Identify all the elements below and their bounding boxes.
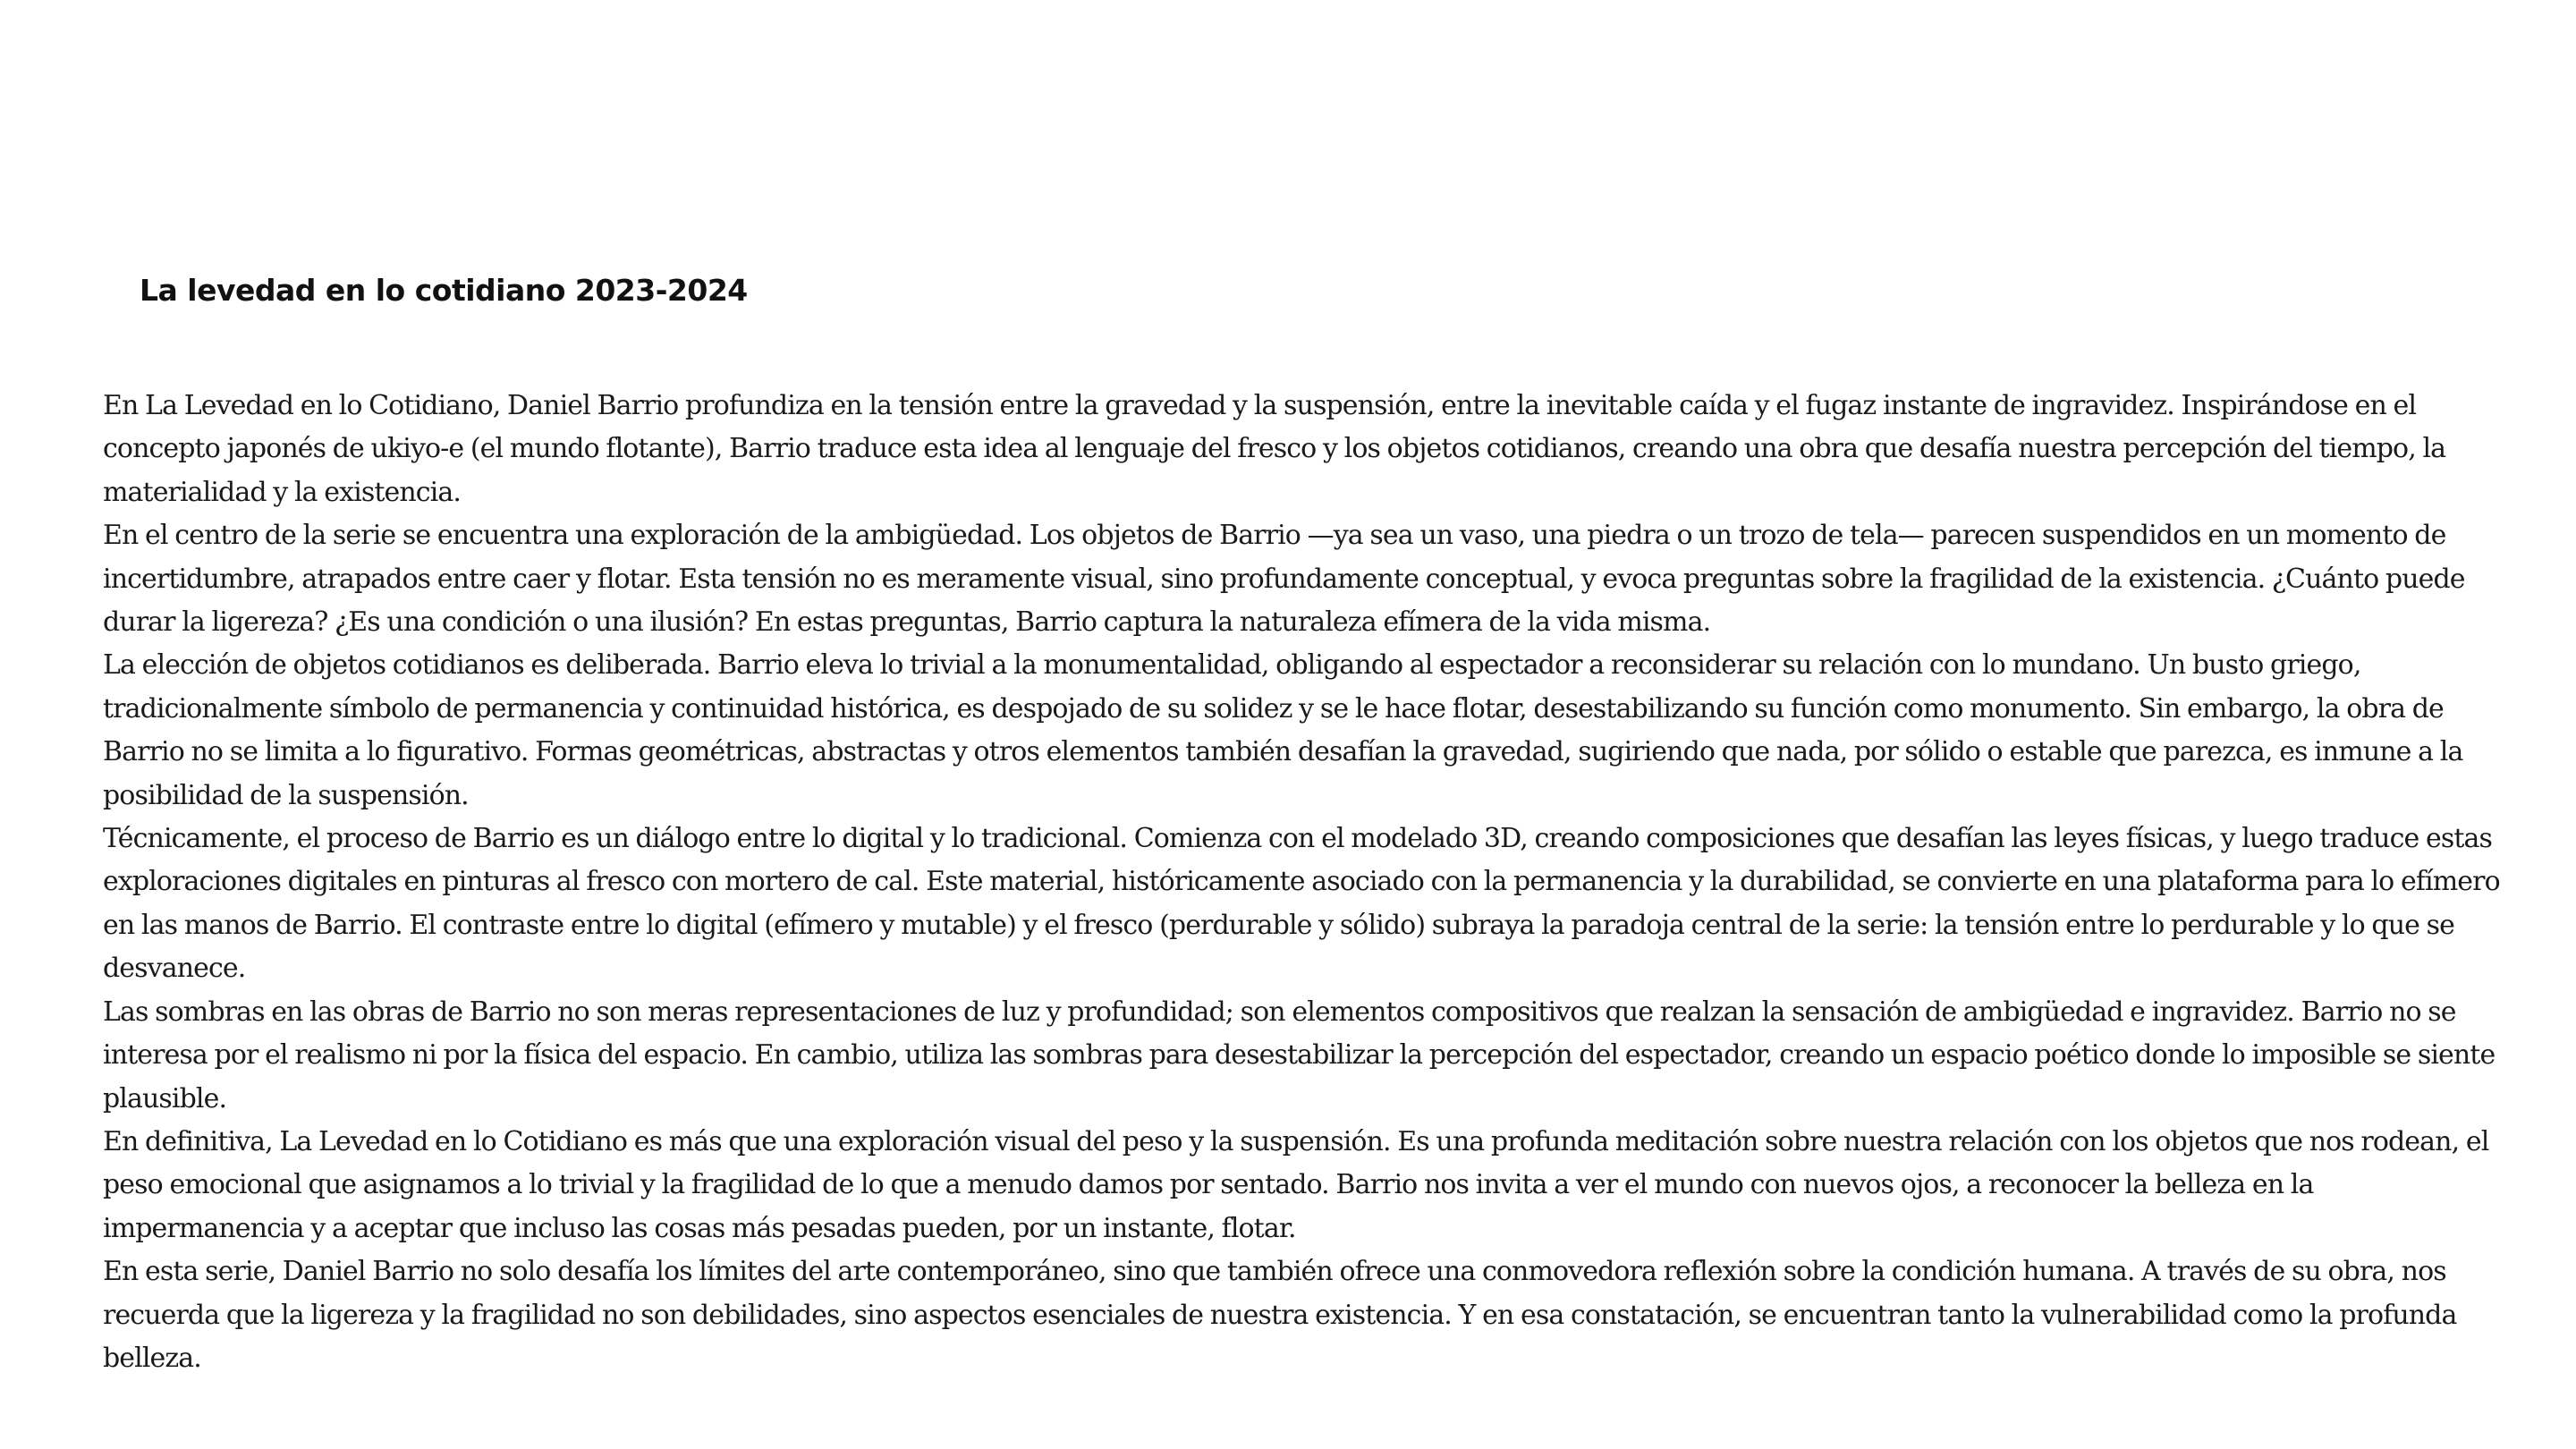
document-body: [103, 385, 2500, 1380]
paragraph-1: En La Levedad en lo Cotidiano, Daniel Barrio profundiza en la tensión entre la gravedad y la suspensión, entre la inevitable caída y el fugaz instante de ingravidez. Inspirándose en el concepto japonés de ukiyo-e (el mundo flotante), Barrio traduce esta idea al lenguaje del fresco y los objetos cotidianos, creando una obra que desafía nuestra percepción del tiempo, la materialidad y la existencia.: [103, 390, 2446, 508]
paragraph-5: Las sombras en las obras de Barrio no son meras representaciones de luz y profundidad; son elementos compositivos que realzan la sensación de ambigüedad e ingravidez. Barrio no se interesa por el realismo ni por la física del espacio. En cambio, utiliza las sombras para desestabilizar la percepción del espectador, creando un espacio poético donde lo imposible se siente plausible.: [103, 996, 2496, 1114]
paragraph-6: En definitiva, La Levedad en lo Cotidiano es más que una exploración visual del peso y la suspensión. Es una profunda meditación sobre nuestra relación con los objetos que nos rodean, el peso emocional que asignamos a lo trivial y la fragilidad de lo que a menudo damos por sentado. Barrio nos invita a ver el mundo con nuevos ojos, a reconocer la belleza en la impermanencia y a aceptar que incluso las cosas más pesadas pueden, por un instante, flotar.: [103, 1125, 2489, 1244]
paragraph-3: La elección de objetos cotidianos es deliberada. Barrio eleva lo trivial a la monumentalidad, obligando al espectador a reconsiderar su relación con lo mundano. Un busto griego, tradicionalmente símbolo de permanencia y continuidad histórica, es despojado de su solidez y se le hace flotar, desestabilizando su función como monumento. Sin embargo, la obra de Barrio no se limita a lo figurativo. Formas geométricas, abstractas y otros elementos también desafían la gravedad, sugiriendo que nada, por sólido o estable que parezca, es inmune a la posibilidad de la suspensión.: [103, 649, 2463, 811]
paragraph-4: Técnicamente, el proceso de Barrio es un diálogo entre lo digital y lo tradicional. Comienza con el modelado 3D, creando composiciones que desafían las leyes físicas, y luego traduce estas exploraciones digitales en pinturas al fresco con mortero de cal. Este material, históricamente asociado con la permanencia y la durabilidad, se convierte en una plataforma para lo efímero en las manos de Barrio. El contraste entre lo digital (efímero y mutable) y el fresco (perdurable y sólido) subraya la paradoja central de la serie: la tensión entre lo perdurable y lo que se desvanece.: [103, 823, 2500, 985]
paragraph-7: En esta serie, Daniel Barrio no solo desafía los límites del arte contemporáneo, sino que también ofrece una conmovedora reflexión sobre la condición humana. A través de su obra, nos recuerda que la ligereza y la fragilidad no son debilidades, sino aspectos esenciales de nuestra existencia. Y en esa constatación, se encuentran tanto la vulnerabilidad como la profunda belleza.: [103, 1256, 2457, 1374]
document-title: La levedad en lo cotidiano 2023-2024: [140, 273, 748, 308]
paragraph-2: En el centro de la serie se encuentra una exploración de la ambigüedad. Los objetos de Barrio —ya sea un vaso, una piedra o un trozo de tela— parecen suspendidos en un momento de incertidumbre, atrapados entre caer y flotar. Esta tensión no es meramente visual, sino profundamente conceptual, y evoca preguntas sobre la fragilidad de la existencia. ¿Cuánto puede durar la ligereza? ¿Es una condición o una ilusión? En estas preguntas, Barrio captura la naturaleza efímera de la vida misma.: [103, 520, 2465, 639]
